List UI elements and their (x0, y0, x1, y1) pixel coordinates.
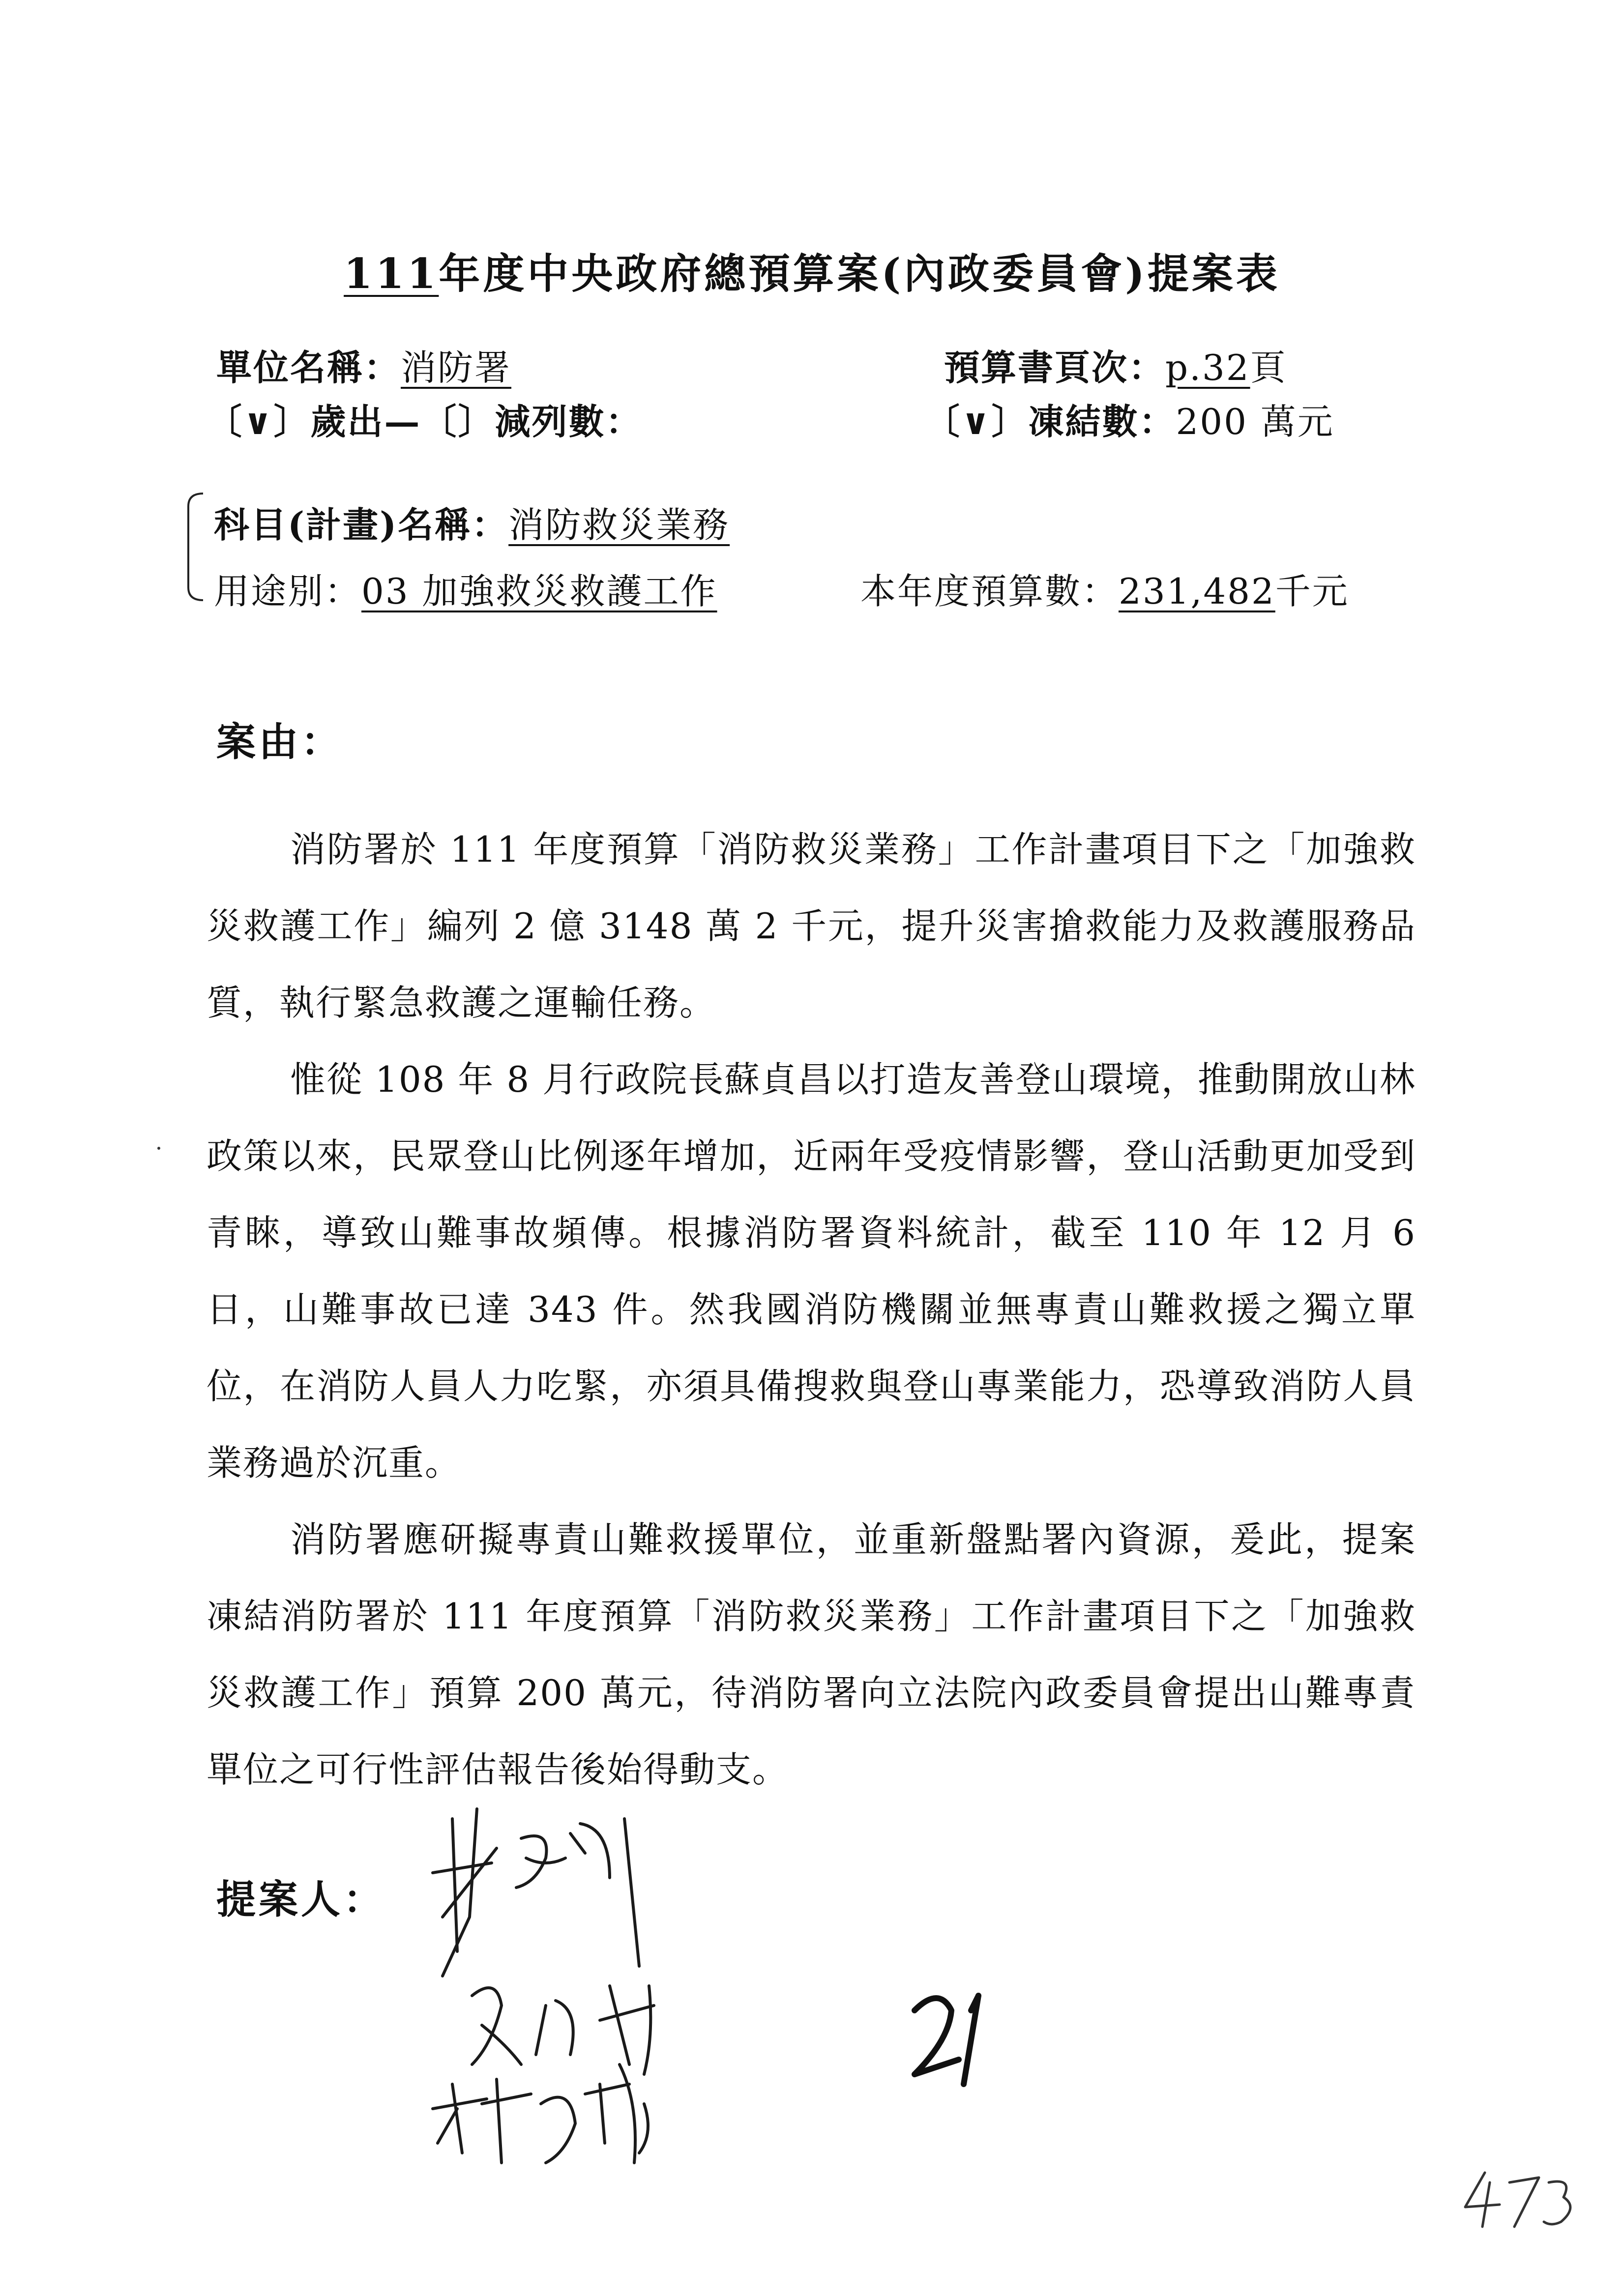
page-value: p.32 (1165, 347, 1250, 388)
page-label: 預算書頁次： (944, 347, 1166, 388)
freeze-label: 〔∨〕凍結數： (924, 401, 1176, 442)
handwritten-number-21 (905, 1976, 1003, 2094)
signatures-handwritten (423, 1789, 797, 2173)
signature-1 (433, 1809, 639, 1976)
paragraph-1: 消防署於 111 年度預算「消防救災業務」工作計畫項目下之「加強救災救護工作」編列 2 億 3148 萬 2 千元，提升災害搶救能力及救護服務品質，執行緊急救護之運輸任務。 (207, 829, 1416, 1023)
unit-value: 消防署 (401, 347, 512, 388)
usage-label: 用途別： (214, 571, 362, 612)
unit-label: 單位名稱： (216, 347, 401, 388)
reason-body (207, 811, 1416, 1808)
subject-value: 消防救災業務 (508, 504, 730, 546)
budget-unit: 千元 (1275, 571, 1349, 612)
document-title (0, 241, 1624, 300)
usage-row (214, 563, 717, 614)
paragraph-3: 消防署應研擬專責山難救援單位，並重新盤點署內資源，爰此，提案凍結消防署於 111 年度預算「消防救災業務」工作計畫項目下之「加強救災救護工作」預算 200 萬元，待消防署向立法院內政委員會提出山難專責單位之可行性評估報告後始得動支。 (207, 1519, 1416, 1790)
bracket-line (184, 492, 204, 602)
freeze-value: 200 萬元 (1176, 401, 1334, 442)
page-ref-row (944, 339, 1287, 390)
page-suffix: 頁 (1250, 347, 1287, 388)
scan-speck (157, 1147, 160, 1150)
proposer-label: 提案人： (216, 1876, 385, 1922)
title-text: 年度中央政府總預算案(內政委員會)提案表 (439, 249, 1280, 298)
expenditure-label: 〔∨〕歲出—〔〕減列數： (207, 401, 643, 442)
usage-value: 03 加強救災救護工作 (361, 571, 717, 612)
title-year: 111 (344, 249, 439, 298)
paragraph-2: 惟從 108 年 8 月行政院長蘇貞昌以打造友善登山環境，推動開放山林政策以來，民眾登山比例逐年增加，近兩年受疫情影響，登山活動更加受到青睞，導致山難事故頻傳。根據消防署資料統計，截至 110 年 12 月 6 日，山難事故已達 343 件。然我國消防機關並無專責山難救援之獨立單位，在消防人員人力吃緊，亦須具備搜救與登山專業能力，恐導致消防人員業務過於沉重。 (207, 1059, 1416, 1483)
subject-label: 科目(計畫)名稱： (214, 504, 509, 546)
freeze-row (924, 393, 1334, 444)
subject-row (214, 496, 730, 548)
budget-label: 本年度預算數： (860, 571, 1119, 612)
reason-heading: 案由： (216, 719, 343, 765)
expenditure-row (207, 393, 642, 444)
signature-3 (433, 2064, 648, 2163)
signature-2 (472, 1986, 654, 2074)
page-stamp-473 (1455, 2163, 1583, 2232)
budget-row (860, 563, 1349, 614)
budget-value: 231,482 (1119, 571, 1275, 612)
unit-row (216, 339, 511, 390)
